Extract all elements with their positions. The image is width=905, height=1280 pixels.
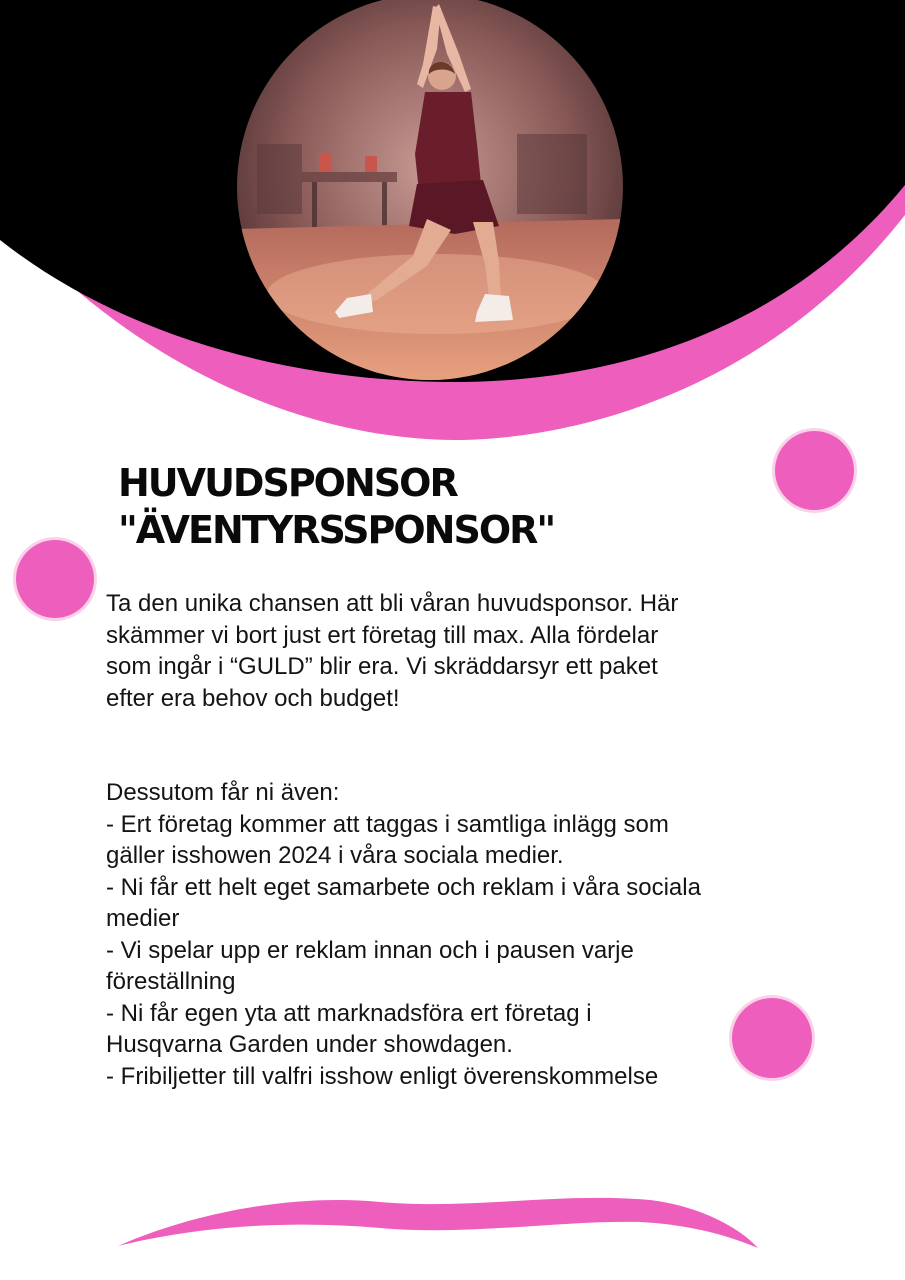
pink-swoosh-decoration [0,1180,905,1260]
benefit-line: föreställning [106,968,236,995]
pink-circle-decoration [16,540,94,618]
benefit-line: medier [106,905,180,932]
intro-line: Ta den unika chansen att bli våran huvudsponsor. Här [106,590,679,617]
sponsor-description [106,588,786,1092]
benefit-line: gäller isshowen 2024 i våra sociala medier. [106,842,564,869]
benefits-lead: Dessutom får ni även: [106,779,340,806]
intro-line: skämmer vi bort just ert företag till max. Alla fördelar [106,621,659,649]
benefit-line: - Fribiljetter till valfri isshow enligt överenskommelse [106,1062,659,1090]
title-line-2: "ÄVENTYRSSPONSOR" [118,508,555,552]
pink-circle-decoration [775,431,854,510]
intro-line: som ingår i “GULD” blir era. Vi skräddarsyr ett paket [106,653,658,680]
paragraph-spacer [106,714,786,777]
benefit-line: - Ni får ett helt eget samarbete och reklam i våra sociala [106,873,701,901]
benefit-line: - Ni får egen yta att marknadsföra ert företag i [106,999,592,1027]
page-title [118,460,554,554]
benefit-line: Husqvarna Garden under showdagen. [106,1031,513,1058]
intro-line: efter era behov och budget! [106,684,400,712]
figure-skater-photo [237,0,623,380]
benefit-line: - Vi spelar upp er reklam innan och i pausen varje [106,936,634,964]
benefit-line: - Ert företag kommer att taggas i samtliga inlägg som [106,810,669,838]
title-line-1: HUVUDSPONSOR [118,461,457,505]
